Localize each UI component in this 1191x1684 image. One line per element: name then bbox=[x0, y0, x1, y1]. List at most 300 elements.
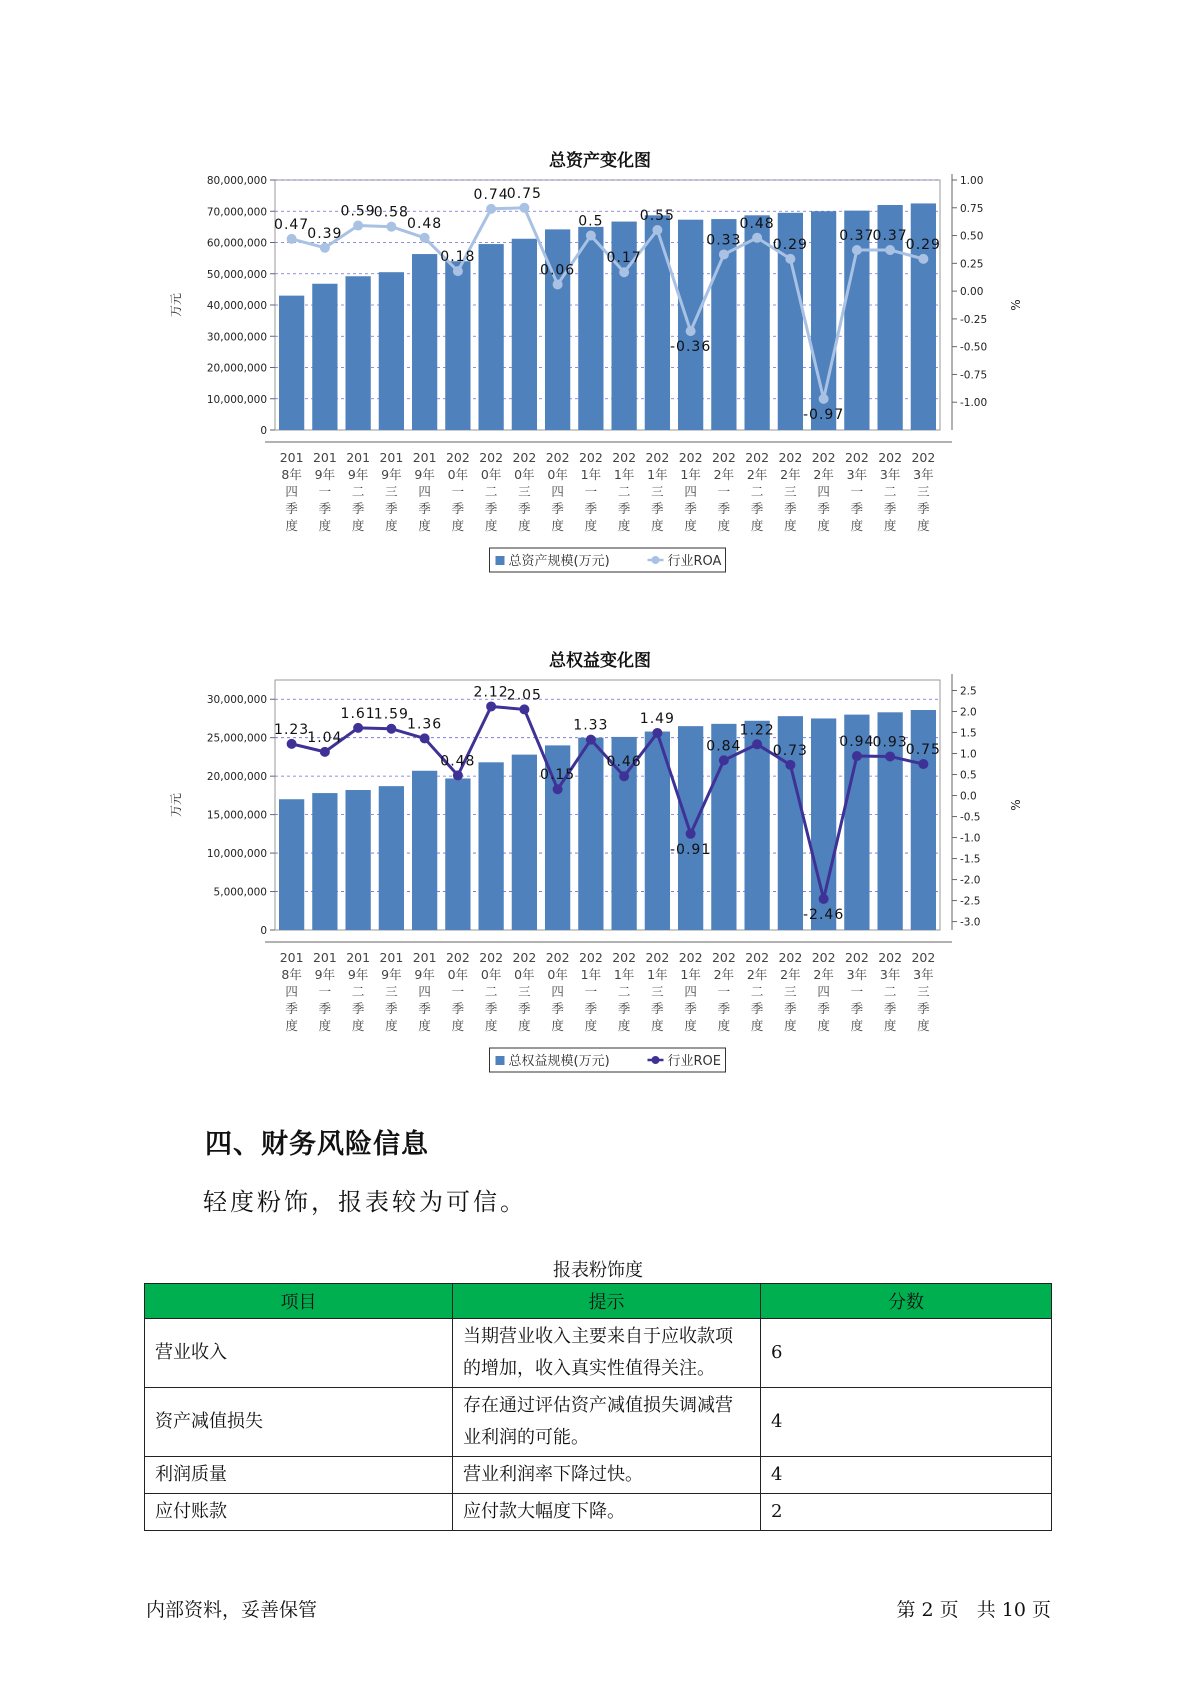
y2-tick-label: -3.0 bbox=[960, 916, 981, 929]
x-tick-label: 度 bbox=[784, 518, 797, 533]
x-tick-label: 度 bbox=[351, 1018, 365, 1033]
row-score: 6 bbox=[761, 1319, 1052, 1388]
x-tick-label: 四 bbox=[684, 484, 697, 499]
footer-confidential: 内部资料，妥善保管 bbox=[146, 1599, 318, 1621]
y2-tick-label: 0.00 bbox=[960, 286, 984, 299]
x-tick-label: 度 bbox=[684, 1018, 697, 1033]
row-score: 2 bbox=[761, 1494, 1052, 1531]
bar bbox=[312, 284, 337, 430]
x-tick-label: 201 bbox=[312, 450, 337, 465]
line-point bbox=[353, 221, 363, 231]
data-label: 0.58 bbox=[373, 204, 409, 221]
chart-title: 总资产变化图 bbox=[549, 151, 651, 171]
x-tick-label: 一 bbox=[451, 484, 465, 499]
line-point bbox=[619, 771, 629, 781]
bar bbox=[478, 244, 503, 430]
x-tick-label: 2年 bbox=[813, 467, 834, 482]
row-item: 应付账款 bbox=[145, 1494, 453, 1531]
data-label: -0.91 bbox=[670, 841, 712, 858]
x-tick-label: 一 bbox=[850, 484, 864, 499]
x-tick-label: 202 bbox=[844, 450, 869, 465]
bar bbox=[545, 229, 570, 430]
data-label: 0.94 bbox=[839, 734, 875, 751]
x-tick-label: 季 bbox=[451, 1001, 465, 1016]
legend-line-marker bbox=[652, 1056, 660, 1064]
x-tick-label: 202 bbox=[512, 450, 537, 465]
row-hint: 存在通过评估资产减值损失调减营业利润的可能。 bbox=[453, 1388, 761, 1457]
x-tick-label: 二 bbox=[750, 484, 764, 499]
x-tick-label: 一 bbox=[451, 984, 465, 999]
data-label: 0.06 bbox=[540, 262, 576, 279]
y-tick-label: 5,000,000 bbox=[213, 886, 267, 899]
line-point bbox=[752, 233, 762, 243]
x-tick-label: 2年 bbox=[746, 967, 768, 982]
y2-tick-label: -0.50 bbox=[960, 341, 988, 354]
x-tick-label: 季 bbox=[784, 1001, 797, 1016]
x-tick-label: 201 bbox=[312, 950, 337, 965]
line-point bbox=[719, 755, 729, 765]
x-tick-label: 度 bbox=[318, 518, 332, 533]
y2-tick-label: 1.5 bbox=[960, 727, 977, 740]
data-label: 0.18 bbox=[440, 249, 476, 266]
x-tick-label: 季 bbox=[850, 501, 864, 516]
x-tick-label: 202 bbox=[745, 950, 770, 965]
x-tick-label: 二 bbox=[351, 984, 365, 999]
x-tick-label: 季 bbox=[351, 1001, 365, 1016]
x-tick-label: 度 bbox=[850, 518, 864, 533]
data-label: 0.5 bbox=[578, 213, 604, 230]
line-point bbox=[486, 204, 496, 214]
x-tick-label: 0年 bbox=[447, 967, 469, 982]
x-tick-label: 季 bbox=[717, 501, 731, 516]
column-header-hint: 提示 bbox=[453, 1284, 761, 1319]
bar bbox=[678, 726, 703, 930]
x-tick-label: 度 bbox=[551, 518, 564, 533]
x-tick-label: 202 bbox=[711, 450, 736, 465]
section-heading: 四、财务风险信息 bbox=[205, 1129, 429, 1160]
legend-line-label: 行业ROE bbox=[667, 1054, 721, 1069]
y-tick-label: 80,000,000 bbox=[206, 175, 267, 187]
x-tick-label: 度 bbox=[385, 518, 398, 533]
x-tick-label: 度 bbox=[784, 1018, 797, 1033]
bar bbox=[445, 261, 470, 430]
x-tick-label: 季 bbox=[518, 1001, 531, 1016]
y2-axis-label: % bbox=[1009, 799, 1023, 811]
x-tick-label: 度 bbox=[484, 518, 498, 533]
x-tick-label: 季 bbox=[551, 1001, 564, 1016]
x-tick-label: 度 bbox=[917, 1018, 930, 1033]
x-tick-label: 202 bbox=[778, 450, 803, 465]
data-label: 0.47 bbox=[274, 216, 310, 233]
x-tick-label: 202 bbox=[645, 950, 670, 965]
line-point bbox=[486, 701, 496, 711]
x-tick-label: 季 bbox=[385, 501, 398, 516]
x-tick-label: 202 bbox=[811, 950, 836, 965]
data-label: 1.61 bbox=[340, 705, 376, 722]
y-tick-label: 0 bbox=[260, 925, 267, 937]
x-tick-label: 四 bbox=[551, 984, 564, 999]
x-tick-label: 3年 bbox=[879, 967, 901, 982]
legend-line-marker bbox=[652, 556, 660, 564]
x-tick-label: 度 bbox=[285, 1018, 298, 1033]
x-tick-label: 季 bbox=[551, 501, 564, 516]
y2-tick-label: -0.5 bbox=[960, 811, 981, 824]
y2-tick-label: 2.0 bbox=[960, 706, 977, 719]
bar bbox=[312, 793, 337, 930]
y-tick-label: 20,000,000 bbox=[206, 771, 267, 784]
x-tick-label: 度 bbox=[617, 518, 631, 533]
x-tick-label: 9年 bbox=[314, 967, 336, 982]
x-tick-label: 一 bbox=[584, 984, 598, 999]
table-header-row bbox=[145, 1284, 1052, 1319]
x-tick-label: 202 bbox=[512, 950, 537, 965]
y2-tick-label: -1.5 bbox=[960, 853, 981, 866]
x-tick-label: 三 bbox=[917, 484, 930, 499]
x-tick-label: 1年 bbox=[647, 467, 668, 482]
data-label: 0.59 bbox=[340, 203, 376, 220]
line-point bbox=[852, 751, 862, 761]
x-tick-label: 2年 bbox=[713, 467, 735, 482]
row-hint: 营业利润率下降过快。 bbox=[453, 1457, 761, 1494]
x-tick-label: 度 bbox=[717, 518, 731, 533]
row-score: 4 bbox=[761, 1388, 1052, 1457]
line-point bbox=[553, 279, 563, 289]
bar bbox=[279, 799, 304, 930]
line-point bbox=[519, 203, 529, 213]
x-tick-label: 1年 bbox=[647, 967, 668, 982]
x-tick-label: 202 bbox=[479, 950, 504, 965]
x-tick-label: 度 bbox=[551, 1018, 564, 1033]
x-tick-label: 一 bbox=[850, 984, 864, 999]
x-tick-label: 2年 bbox=[813, 967, 834, 982]
x-tick-label: 度 bbox=[318, 1018, 332, 1033]
x-tick-label: 季 bbox=[351, 501, 365, 516]
x-tick-label: 季 bbox=[750, 1001, 764, 1016]
bar bbox=[512, 239, 537, 430]
row-hint: 当期营业收入主要来自于应收款项的增加，收入真实性值得关注。 bbox=[453, 1319, 761, 1388]
line-point bbox=[752, 739, 762, 749]
bar bbox=[445, 778, 470, 930]
data-label: 2.05 bbox=[506, 687, 542, 704]
x-tick-label: 季 bbox=[717, 1001, 731, 1016]
x-tick-label: 202 bbox=[445, 950, 470, 965]
x-tick-label: 三 bbox=[784, 984, 797, 999]
y2-tick-label: -1.0 bbox=[960, 832, 981, 845]
x-tick-label: 度 bbox=[651, 518, 664, 533]
data-label: 0.48 bbox=[407, 215, 443, 232]
x-tick-label: 201 bbox=[346, 950, 371, 965]
x-tick-label: 9年 bbox=[381, 467, 402, 482]
bar bbox=[678, 220, 703, 430]
x-tick-label: 1年 bbox=[580, 467, 602, 482]
total-equity-chart bbox=[150, 640, 1050, 1100]
x-tick-label: 度 bbox=[617, 1018, 631, 1033]
row-item: 利润质量 bbox=[145, 1457, 453, 1494]
x-tick-label: 季 bbox=[451, 501, 465, 516]
x-tick-label: 度 bbox=[484, 1018, 498, 1033]
x-tick-label: 季 bbox=[617, 501, 631, 516]
line-point bbox=[852, 245, 862, 255]
data-label: 0.37 bbox=[839, 228, 875, 244]
x-tick-label: 度 bbox=[883, 1018, 897, 1033]
bar bbox=[279, 296, 304, 430]
x-tick-label: 0年 bbox=[547, 467, 568, 482]
y2-tick-label: 2.5 bbox=[960, 685, 977, 698]
x-tick-label: 3年 bbox=[913, 967, 934, 982]
x-tick-label: 三 bbox=[385, 984, 398, 999]
x-tick-label: 季 bbox=[318, 501, 332, 516]
x-tick-label: 二 bbox=[484, 984, 498, 999]
x-tick-label: 202 bbox=[911, 450, 936, 465]
x-tick-label: 202 bbox=[678, 450, 703, 465]
line-point bbox=[453, 266, 463, 276]
line-point bbox=[686, 326, 696, 336]
x-tick-label: 202 bbox=[911, 950, 936, 965]
x-tick-label: 季 bbox=[850, 1001, 864, 1016]
x-tick-label: 度 bbox=[717, 1018, 731, 1033]
x-tick-label: 四 bbox=[285, 484, 298, 499]
line-point bbox=[519, 704, 529, 714]
x-tick-label: 四 bbox=[418, 984, 431, 999]
x-tick-label: 二 bbox=[617, 484, 631, 499]
x-tick-label: 度 bbox=[684, 518, 697, 533]
x-tick-label: 201 bbox=[279, 450, 304, 465]
data-label: 1.33 bbox=[573, 717, 609, 734]
x-tick-label: 季 bbox=[318, 1001, 332, 1016]
x-tick-label: 三 bbox=[651, 984, 664, 999]
y2-tick-label: 0.75 bbox=[960, 202, 984, 215]
line-point bbox=[652, 225, 662, 235]
x-tick-label: 季 bbox=[484, 1001, 498, 1016]
bar bbox=[379, 786, 404, 930]
x-tick-label: 0年 bbox=[514, 467, 535, 482]
x-tick-label: 四 bbox=[551, 484, 564, 499]
x-tick-label: 季 bbox=[684, 501, 697, 516]
data-label: -0.97 bbox=[803, 406, 845, 423]
y2-tick-label: -2.5 bbox=[960, 895, 981, 908]
x-tick-label: 0年 bbox=[480, 467, 502, 482]
x-tick-label: 202 bbox=[878, 950, 903, 965]
row-hint: 应付款大幅度下降。 bbox=[453, 1494, 761, 1531]
x-tick-label: 202 bbox=[578, 950, 603, 965]
line-point bbox=[819, 894, 829, 904]
x-tick-label: 季 bbox=[285, 1001, 298, 1016]
x-tick-label: 季 bbox=[883, 1001, 897, 1016]
line-point bbox=[420, 233, 430, 243]
x-tick-label: 三 bbox=[917, 984, 930, 999]
x-tick-label: 9年 bbox=[347, 967, 369, 982]
x-tick-label: 202 bbox=[678, 950, 703, 965]
line-point bbox=[885, 245, 895, 255]
line-point bbox=[287, 234, 297, 244]
line-point bbox=[918, 254, 928, 264]
x-tick-label: 一 bbox=[717, 484, 731, 499]
y-tick-label: 0 bbox=[260, 425, 267, 437]
y-tick-label: 70,000,000 bbox=[206, 206, 267, 219]
bar bbox=[412, 771, 437, 930]
x-tick-label: 0年 bbox=[547, 967, 568, 982]
x-tick-label: 度 bbox=[883, 518, 897, 533]
bar bbox=[345, 276, 370, 430]
line-point bbox=[386, 222, 396, 232]
x-tick-label: 一 bbox=[318, 484, 332, 499]
y2-tick-label: 1.0 bbox=[960, 748, 977, 761]
data-label: 0.46 bbox=[606, 754, 642, 771]
row-score: 4 bbox=[761, 1457, 1052, 1494]
line-point bbox=[353, 723, 363, 733]
x-tick-label: 202 bbox=[612, 950, 637, 965]
x-tick-label: 202 bbox=[578, 450, 603, 465]
bar bbox=[512, 755, 537, 930]
x-tick-label: 201 bbox=[346, 450, 371, 465]
x-tick-label: 度 bbox=[285, 518, 298, 533]
data-label: -2.46 bbox=[803, 906, 845, 923]
legend-bar-swatch bbox=[496, 1056, 505, 1065]
x-tick-label: 四 bbox=[418, 484, 431, 499]
bar bbox=[744, 721, 769, 930]
x-tick-label: 四 bbox=[817, 484, 830, 499]
line-point bbox=[785, 760, 795, 770]
x-tick-label: 季 bbox=[817, 501, 830, 516]
y2-tick-label: 1.00 bbox=[960, 175, 984, 187]
y2-tick-label: 0.0 bbox=[960, 790, 977, 803]
bar bbox=[379, 272, 404, 430]
data-label: 0.75 bbox=[506, 185, 542, 202]
data-label: 0.48 bbox=[440, 753, 476, 770]
x-tick-label: 2年 bbox=[780, 967, 801, 982]
line-point bbox=[553, 784, 563, 794]
x-tick-label: 202 bbox=[545, 950, 570, 965]
total-assets-chart bbox=[150, 140, 1050, 600]
line-point bbox=[386, 724, 396, 734]
x-tick-label: 3年 bbox=[846, 967, 868, 982]
x-tick-label: 季 bbox=[418, 501, 431, 516]
data-label: 0.15 bbox=[540, 767, 576, 784]
row-item: 资产减值损失 bbox=[145, 1388, 453, 1457]
data-label: 0.29 bbox=[772, 236, 808, 253]
x-tick-label: 201 bbox=[379, 450, 404, 465]
y-tick-label: 30,000,000 bbox=[206, 331, 267, 344]
x-tick-label: 三 bbox=[518, 984, 531, 999]
x-tick-label: 三 bbox=[651, 484, 664, 499]
x-tick-label: 季 bbox=[285, 501, 298, 516]
x-tick-label: 0年 bbox=[480, 967, 502, 982]
y-tick-label: 15,000,000 bbox=[206, 809, 267, 822]
data-label: 1.22 bbox=[739, 722, 775, 739]
y-tick-label: 10,000,000 bbox=[206, 848, 267, 861]
line-point bbox=[586, 735, 596, 745]
x-tick-label: 季 bbox=[385, 1001, 398, 1016]
bar bbox=[412, 254, 437, 430]
x-tick-label: 1年 bbox=[680, 967, 701, 982]
data-label: 1.36 bbox=[407, 716, 443, 733]
y-tick-label: 20,000,000 bbox=[206, 362, 267, 375]
x-tick-label: 一 bbox=[318, 984, 332, 999]
x-tick-label: 201 bbox=[379, 950, 404, 965]
x-tick-label: 度 bbox=[817, 518, 830, 533]
x-tick-label: 202 bbox=[479, 450, 504, 465]
data-label: 0.73 bbox=[772, 742, 808, 759]
x-tick-label: 一 bbox=[717, 984, 731, 999]
x-tick-label: 季 bbox=[584, 1001, 598, 1016]
x-tick-label: 季 bbox=[418, 1001, 431, 1016]
x-tick-label: 0年 bbox=[514, 967, 535, 982]
data-label: 1.49 bbox=[639, 710, 675, 727]
y2-tick-label: -0.25 bbox=[960, 313, 988, 326]
x-tick-label: 9年 bbox=[414, 967, 435, 982]
x-tick-label: 度 bbox=[850, 1018, 864, 1033]
data-label: 0.75 bbox=[905, 742, 941, 759]
x-tick-label: 二 bbox=[617, 984, 631, 999]
x-tick-label: 季 bbox=[917, 1001, 930, 1016]
x-tick-label: 季 bbox=[817, 1001, 830, 1016]
x-tick-label: 季 bbox=[750, 501, 764, 516]
y2-tick-label: -2.0 bbox=[960, 874, 981, 887]
x-tick-label: 度 bbox=[451, 518, 465, 533]
y-tick-label: 50,000,000 bbox=[206, 268, 267, 281]
bar bbox=[578, 738, 603, 930]
x-tick-label: 1年 bbox=[580, 967, 602, 982]
x-tick-label: 度 bbox=[584, 1018, 598, 1033]
line-point bbox=[320, 243, 330, 253]
line-point bbox=[719, 249, 729, 259]
x-tick-label: 202 bbox=[811, 450, 836, 465]
x-tick-label: 季 bbox=[651, 501, 664, 516]
x-tick-label: 三 bbox=[385, 484, 398, 499]
x-tick-label: 202 bbox=[878, 450, 903, 465]
data-label: 0.55 bbox=[639, 208, 675, 224]
x-tick-label: 201 bbox=[412, 950, 437, 965]
data-label: 1.59 bbox=[373, 706, 409, 723]
bar bbox=[744, 215, 769, 430]
data-label: 0.17 bbox=[606, 250, 642, 267]
bar bbox=[578, 227, 603, 430]
y-tick-label: 25,000,000 bbox=[206, 732, 267, 745]
legend-line-label: 行业ROA bbox=[667, 554, 722, 569]
x-tick-label: 度 bbox=[750, 1018, 764, 1033]
x-tick-label: 3年 bbox=[846, 467, 868, 482]
data-label: 1.04 bbox=[307, 729, 343, 746]
x-tick-label: 9年 bbox=[314, 467, 336, 482]
y-tick-label: 60,000,000 bbox=[206, 237, 267, 250]
row-item: 营业收入 bbox=[145, 1319, 453, 1388]
x-tick-label: 2年 bbox=[713, 967, 735, 982]
x-tick-label: 8年 bbox=[281, 967, 302, 982]
legend-bar-swatch bbox=[496, 556, 505, 565]
section-body: 轻度粉饰，报表较为可信。 bbox=[203, 1188, 527, 1216]
bar bbox=[345, 790, 370, 930]
x-tick-label: 度 bbox=[584, 518, 598, 533]
y2-tick-label: -1.00 bbox=[960, 397, 988, 410]
x-tick-label: 202 bbox=[645, 450, 670, 465]
data-label: 0.29 bbox=[905, 236, 941, 253]
x-tick-label: 二 bbox=[351, 484, 365, 499]
table-caption: 报表粉饰度 bbox=[553, 1260, 643, 1281]
x-tick-label: 季 bbox=[684, 1001, 697, 1016]
x-tick-label: 9年 bbox=[347, 467, 369, 482]
x-tick-label: 二 bbox=[484, 484, 498, 499]
x-tick-label: 1年 bbox=[613, 967, 635, 982]
bar bbox=[478, 762, 503, 930]
table-row bbox=[145, 1494, 1052, 1531]
line-point bbox=[320, 747, 330, 757]
x-tick-label: 三 bbox=[518, 484, 531, 499]
y2-axis-label: % bbox=[1009, 299, 1023, 311]
x-tick-label: 度 bbox=[518, 518, 531, 533]
x-tick-label: 8年 bbox=[281, 467, 302, 482]
x-tick-label: 202 bbox=[445, 450, 470, 465]
x-tick-label: 四 bbox=[684, 984, 697, 999]
